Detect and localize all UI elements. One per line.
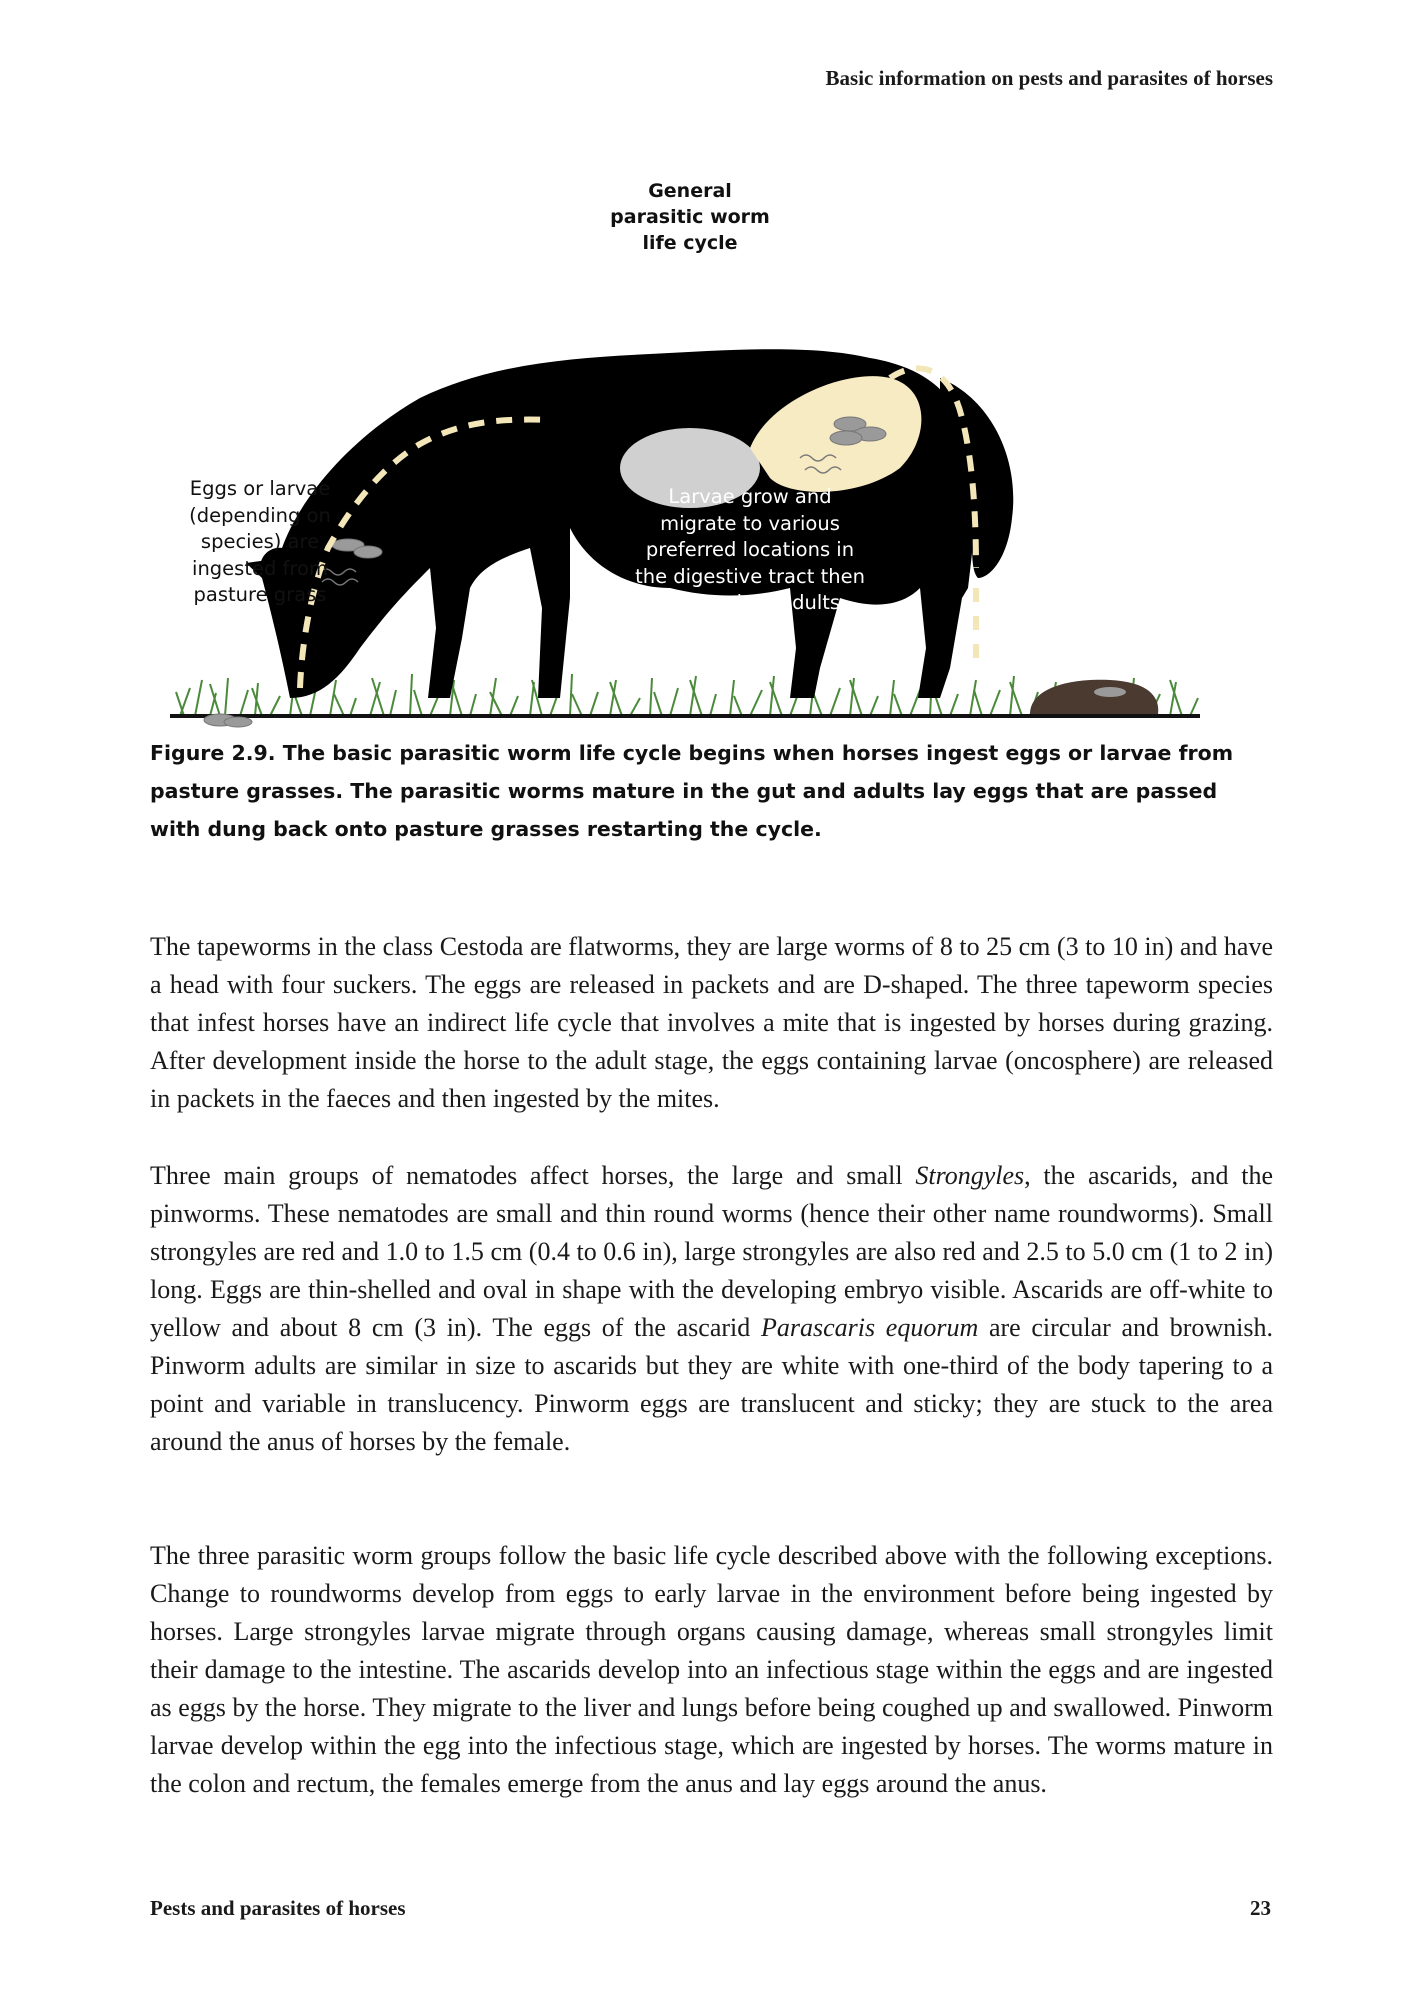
footer-title: Pests and parasites of horses bbox=[150, 1896, 406, 1920]
figure-label-ingestion: Eggs or larvae (depending on species) are ingested from pasture grass bbox=[189, 477, 331, 606]
life-cycle-figure bbox=[150, 168, 1270, 738]
figure-title: General parasitic worm life cycle bbox=[610, 180, 770, 254]
figure-caption: Figure 2.9. The basic parasitic worm life cycle begins when horses ingest eggs or larvae from pasture grasses. The parasitic worms mature in the gut and adults lay eggs that are passed with dung back onto pasture grasses restarting the cycle. bbox=[150, 741, 1234, 841]
running-head: Basic information on pests and parasites of horses bbox=[825, 66, 1273, 90]
paragraph-nematodes-text-1: Three main groups of nematodes affect horses, the large and small bbox=[150, 1161, 916, 1190]
paragraph-nematodes-italic-1: Strongyles bbox=[915, 1161, 1025, 1190]
figure-label-eggs: As adults, worms lay eggs that are passed in dung to the pasture grass bbox=[1070, 487, 1246, 590]
figure-label-migration: Larvae grow and migrate to various preferred locations in the digestive tract then mature into adults bbox=[635, 485, 865, 614]
paragraph-life-cycle-exceptions: The three parasitic worm groups follow the basic life cycle described above with the following exceptions. Change to roundworms develop from eggs to early larvae in the environment before being ingested by horses. Large strongyles larvae migrate through organs causing damage, whereas small strongyles limit their damage to the intestine. The ascarids develop into an infectious stage within the eggs and are ingested as eggs by the horse. They migrate to the liver and lungs before being coughed up and swallowed. Pinworm larvae develop within the egg into the infectious stage, which are ingested by horses. The worms mature in the colon and rectum, the females emerge from the anus and lay eggs around the anus. bbox=[150, 1541, 1273, 1798]
paragraph-tapeworms: The tapeworms in the class Cestoda are flatworms, they are large worms of 8 to 25 cm (3 to 10 in) and have a head with four suckers. The eggs are released in packets and are D-shaped. The three tapeworm species that infest horses have an indirect life cycle that involves a mite that is ingested by horses during grazing. After development inside the horse to the adult stage, the eggs containing larvae (oncosphere) are released in packets in the faeces and then ingested by the mites. bbox=[150, 932, 1273, 1113]
paragraph-nematodes bbox=[150, 1157, 1273, 1461]
page-number: 23 bbox=[1250, 1896, 1271, 1920]
paragraph-nematodes-text-3: are circular and brownish. Pinworm adults are similar in size to ascarids but they are white with one-third of the body tapering to a point and variable in translucency. Pinworm eggs are translucent and sticky; they are stuck to the area around the anus of horses by the female. bbox=[150, 1313, 1273, 1456]
dung-pile-icon bbox=[1030, 680, 1158, 714]
paragraph-nematodes-italic-2: Parascaris equorum bbox=[760, 1313, 979, 1342]
paragraph-nematodes-text-2: , the ascarids, and the pinworms. These nematodes are small and thin round worms (hence their other name roundworms). Small strongyles are red and 1.0 to 1.5 cm (0.4 to 0.6 in), large strongyles are also red and 2.5 to 5.0 cm (1 to 2 in) long. Eggs are thin-shelled and oval in shape with the developing embryo visible. Ascarids are off-white to yellow and about 8 cm (3 in). The eggs of the ascarid bbox=[150, 1161, 1273, 1342]
